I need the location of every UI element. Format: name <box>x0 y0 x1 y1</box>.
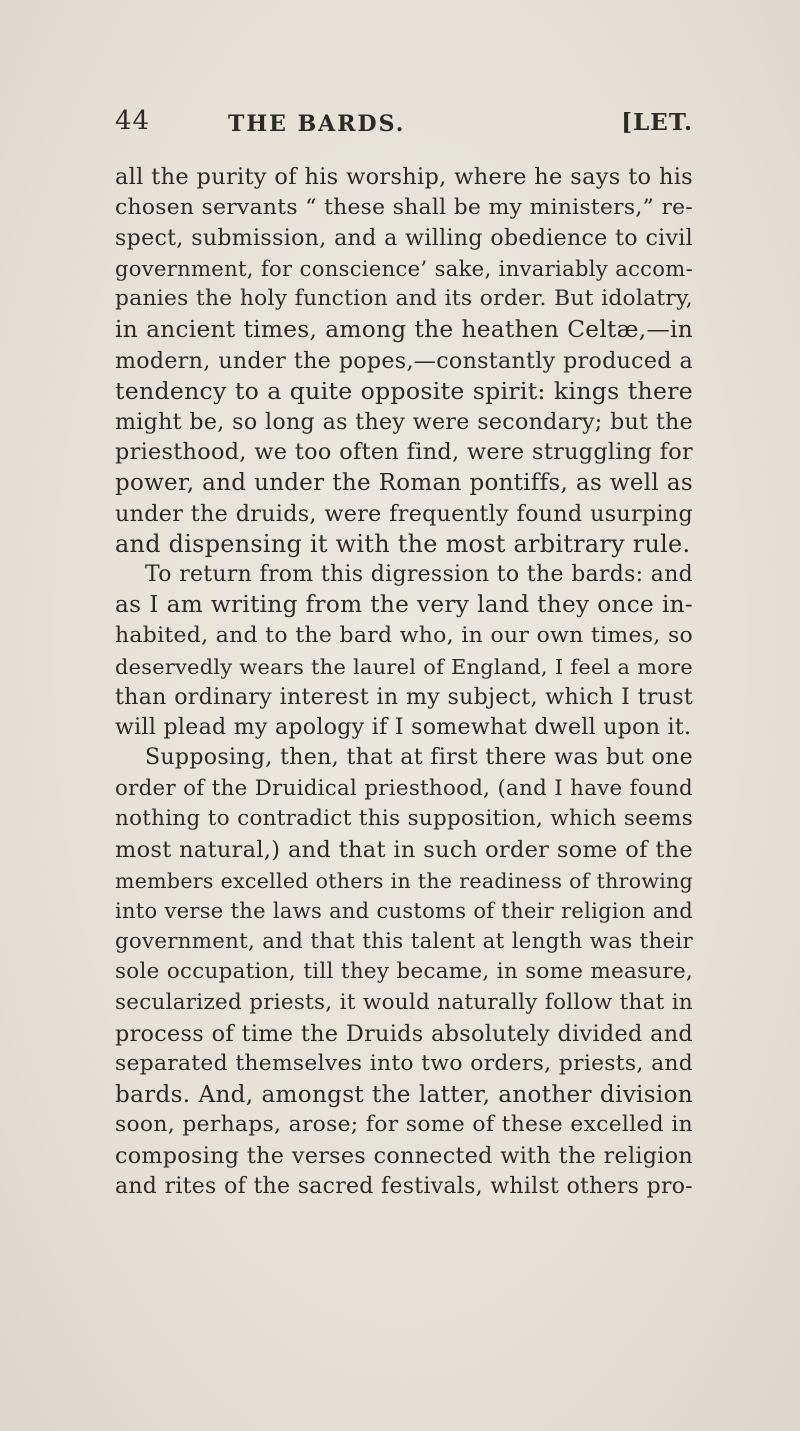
text-line: government, and that this talent at length was their <box>115 928 693 954</box>
text-line: composing the verses connected with the religion <box>115 1143 693 1169</box>
page-number: 44 <box>115 106 151 136</box>
running-title: THE BARDS. <box>228 111 406 137</box>
text-line: chosen servants “ these shall be my ministers,” re- <box>115 194 693 220</box>
text-line: order of the Druidical priesthood, (and I have found <box>115 775 693 801</box>
text-line: Supposing, then, that at first there was but one <box>145 745 693 771</box>
text-line: all the purity of his worship, where he says to his <box>115 164 693 190</box>
text-line: secularized priests, it would naturally follow that in <box>115 990 693 1016</box>
text-line: To return from this digression to the bards: and <box>145 561 693 587</box>
text-line: spect, submission, and a willing obedience to civil <box>115 225 693 252</box>
running-header <box>115 106 693 146</box>
text-line: as I am writing from the very land they once in- <box>115 591 693 619</box>
text-line: government, for conscience’ sake, invariably accom- <box>115 255 693 281</box>
text-line: bards. And, amongst the latter, another division <box>115 1081 693 1108</box>
text-line: will plead my apology if I somewhat dwell upon it. <box>115 714 692 740</box>
text-line: power, and under the Roman pontiffs, as well as <box>115 469 693 496</box>
text-line: and dispensing it with the most arbitrary rule. <box>115 530 691 559</box>
text-line: deservedly wears the laurel of England, I feel a more <box>115 654 693 679</box>
text-line: modern, under the popes,—constantly produced a <box>115 347 693 374</box>
text-line: might be, so long as they were secondary; but the <box>115 408 693 435</box>
body-text <box>115 162 693 1202</box>
section-mark: [LET. <box>621 109 693 136</box>
text-line: and rites of the sacred festivals, whilst others pro- <box>115 1173 693 1199</box>
text-line: than ordinary interest in my subject, which I trust <box>115 684 693 711</box>
text-line: members excelled others in the readiness of throwing <box>115 868 693 893</box>
text-line: tendency to a quite opposite spirit: kings there <box>115 377 693 406</box>
text-line: most natural,) and that in such order some of the <box>115 837 693 864</box>
text-line: priesthood, we too often find, were struggling for <box>115 439 693 466</box>
text-line: habited, and to the bard who, in our own times, so <box>115 622 693 648</box>
text-line: nothing to contradict this supposition, which seems <box>115 806 693 832</box>
text-line: in ancient times, among the heathen Celtæ,—in <box>115 315 693 343</box>
text-line: separated themselves into two orders, priests, and <box>115 1051 693 1077</box>
text-line: into verse the laws and customs of their religion and <box>115 899 693 924</box>
text-line: panies the holy function and its order. But idolatry, <box>115 286 693 312</box>
text-line: under the druids, were frequently found usurping <box>115 500 693 527</box>
text-line: process of time the Druids absolutely divided and <box>115 1020 693 1047</box>
text-line: sole occupation, till they became, in some measure, <box>115 959 693 985</box>
text-line: soon, perhaps, arose; for some of these excelled in <box>115 1112 693 1138</box>
